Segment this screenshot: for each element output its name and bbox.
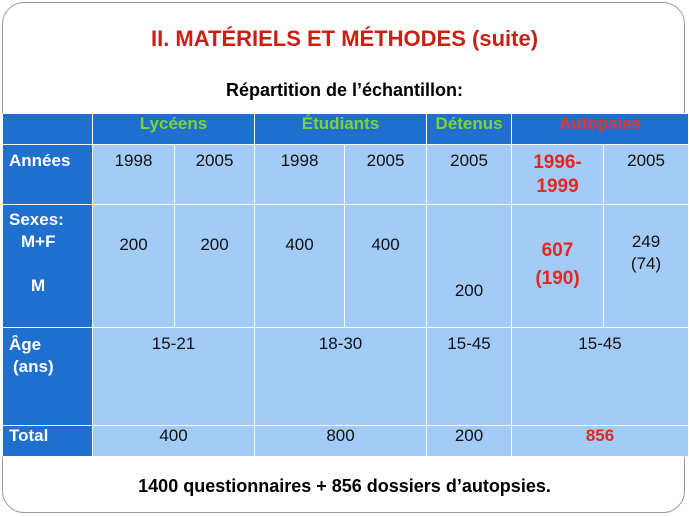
sexes-autopsies-1-m: (190)	[535, 268, 580, 289]
sexes-lyceens-2: 200	[175, 205, 255, 328]
row-label-sexes	[3, 205, 93, 328]
header-empty-cell	[3, 114, 93, 145]
row-total	[3, 426, 689, 457]
annees-autopsies-1-value: 1996-1999	[533, 152, 582, 197]
header-lyceens: Lycéens	[93, 114, 255, 145]
annees-autopsies-2: 2005	[604, 145, 689, 205]
total-etudiants: 800	[255, 426, 427, 457]
sexes-etudiants-1: 400	[255, 205, 345, 328]
total-detenus: 200	[427, 426, 512, 457]
annees-detenus: 2005	[427, 145, 512, 205]
sexes-autopsies-1	[512, 205, 604, 328]
sexes-autopsies-2-total: 249	[631, 232, 661, 251]
sexes-autopsies-2	[604, 205, 689, 328]
row-sexes	[3, 205, 689, 328]
header-etudiants: Étudiants	[255, 114, 427, 145]
age-autopsies: 15-45	[512, 328, 689, 426]
header-autopsies: Autopsies	[512, 114, 689, 145]
age-etudiants: 18-30	[255, 328, 427, 426]
sexes-etudiants-2: 400	[345, 205, 427, 328]
sexes-lyceens-1: 200	[93, 205, 175, 328]
total-autopsies-value: 856	[585, 426, 615, 445]
total-autopsies	[512, 426, 689, 457]
age-detenus: 15-45	[427, 328, 512, 426]
sexes-detenus	[427, 205, 512, 328]
sexes-detenus-value: 200	[454, 281, 484, 300]
sexes-autopsies-1-total: 607	[541, 240, 574, 261]
header-detenus: Détenus	[427, 114, 512, 145]
total-lyceens: 400	[93, 426, 255, 457]
age-label-line1: Âge	[9, 335, 42, 354]
slide-subtitle: Répartition de l’échantillon:	[225, 80, 463, 100]
age-label-line2: (ans)	[13, 357, 54, 376]
annees-etudiants-2: 2005	[345, 145, 427, 205]
sexes-label-line2: M+F	[21, 232, 56, 251]
annees-autopsies-1	[512, 145, 604, 205]
row-age	[3, 328, 689, 426]
sample-distribution-table	[2, 113, 689, 457]
annees-lyceens-1: 1998	[93, 145, 175, 205]
annees-etudiants-1: 1998	[255, 145, 345, 205]
slide-title: II. MATÉRIELS ET MÉTHODES (suite)	[150, 26, 539, 51]
sexes-autopsies-2-m: (74)	[630, 254, 662, 273]
slide-footer: 1400 questionnaires + 856 dossiers d’autopsies.	[138, 476, 551, 496]
row-label-total: Total	[3, 426, 93, 457]
row-annees	[3, 145, 689, 205]
age-lyceens: 15-21	[93, 328, 255, 426]
row-label-annees: Années	[3, 145, 93, 205]
sexes-label-line1: Sexes:	[9, 210, 64, 229]
annees-lyceens-2: 2005	[175, 145, 255, 205]
row-label-age	[3, 328, 93, 426]
sexes-label-line3: M	[31, 276, 46, 295]
header-row	[3, 114, 689, 145]
